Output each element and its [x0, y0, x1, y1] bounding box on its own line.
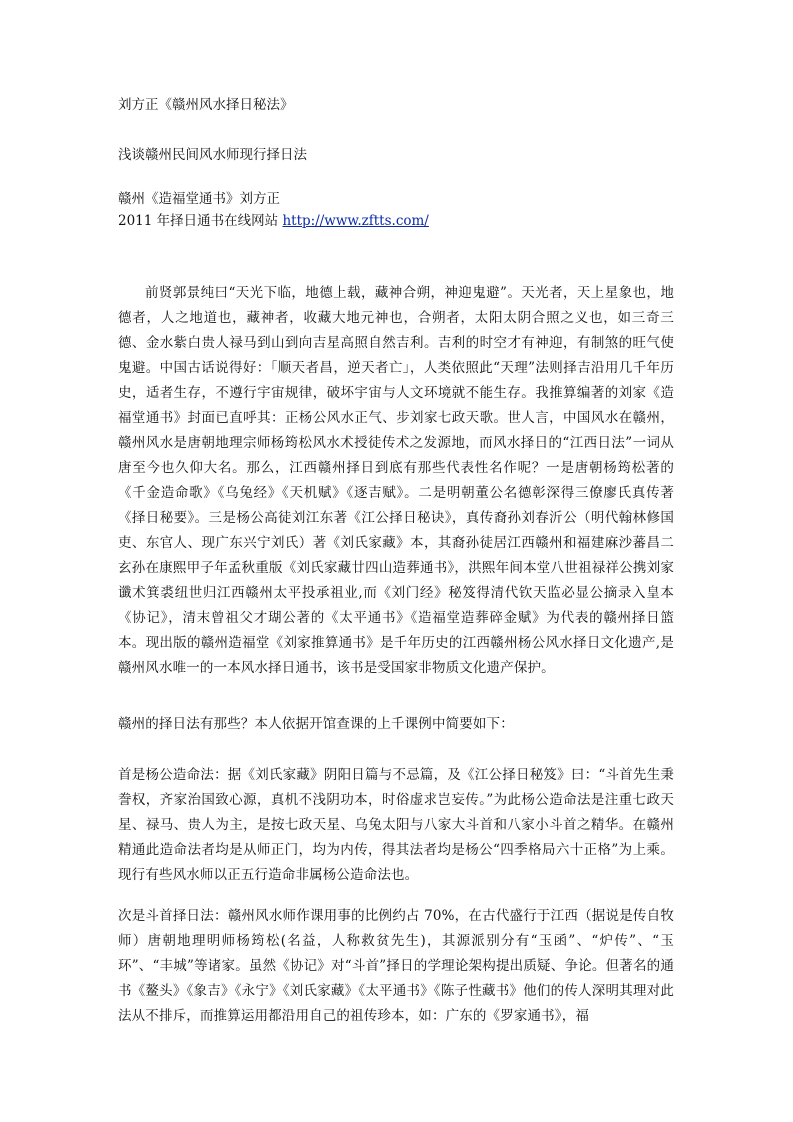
paragraph-doushou-method: 次是斗首择日法：赣州风水师作课用事的比例约占 70%，在古代盛行于江西（据说是传自牧师）唐朝地理明师杨筠松(名益，人称救贫先生)，其源派别分有“玉函”、“炉传”、“玉环”、“丰城”等诸家。虽然《协记》对“斗首”择日的学理论架构提出质疑、争论。但著名的通书《鳌头》《象吉》《永宁》《刘氏家藏》《太平通书》《陈子性藏书》他们的传人深明其理对此法从不排斥，而推算运用都沿用自己的祖传珍本，如：广东的《罗家通书》，福	[118, 908, 674, 1024]
document-subtitle: 浅谈赣州民间风水师现行择日法	[118, 147, 307, 163]
document-title: 刘方正《赣州风水择日秘法》	[118, 97, 294, 113]
paragraph-intro: 前贤郭景纯曰“天光下临，地德上载，藏神合朔，神迎鬼避”。天光者，天上星象也，地德者，人之地道也，藏神者，收藏大地元神也，合朔者，太阳太阴合照之义也，如三奇三德、金水紫白贵人禄马到山到向吉星高照自然吉利。吉利的时空才有神迎，有制煞的旺气使鬼避。中国古话说得好：「顺天者昌，逆天者亡」，人类依照此“天理”法则择吉沿用几千年历史，适者生存，不遵行宇宙规律，破坏宇宙与人文环境就不能生存。我推算编著的刘家《造福堂通书》封面已直呼其：正杨公风水正气、步刘家七政天歌。世人言，中国风水在赣州，赣州风水是唐朝地理宗师杨筠松风水术授徒传术之发源地，而风水择日的“江西日法”一词从唐至今也久仰大名。那么，江西赣州择日到底有那些代表性名作呢？一是唐朝杨筠松著的《千金造命歌》《乌兔经》《天机赋》《逐吉赋》。二是明朝董公名德彰深得三僚廖氏真传著《择日秘要》。三是杨公高徒刘江东著《江公择日秘诀》，真传裔孙刘春沂公（明代翰林修国吏、东官人、现广东兴宁刘氏）著《刘氏家藏》本，其裔孙徒居江西赣州和福建麻沙蕃昌二玄孙在康熙甲子年孟秋重版《刘氏家藏廿四山造葬通书》，洪熙年间本堂八世祖禄祥公携刘家谶术箕裘纽世归江西赣州太平投承祖业,而《刘门经》秘笈得清代钦天监必显公摘录入皇本《协记》，清末曾祖父才瑚公著的《太平通书》《造福堂造葬碎金赋》为代表的赣州择日篮本。现出版的赣州造福堂《刘家推算通书》是千年历史的江西赣州杨公风水择日文化遗产,是赣州风水唯一的一本风水择日通书，该书是受国家非物质文化遗产保护。	[118, 285, 674, 676]
paragraph-yanggong-method: 首是杨公造命法：据《刘氏家藏》阴阳日篇与不忌篇，及《江公择日秘笈》曰：“斗首先生秉誊权，齐家治国致心源，真机不浅阴功本，时俗虚求岂妄传。”为此杨公造命法是注重七政天星、禄马、贵人为主，是按七政天星、乌兔太阳与八家大斗首和八家小斗首之精华。在赣州精通此造命法者均是从师正门，均为内传，得其法者均是杨公“四季格局六十正格”为上乘。现行有些风水师以正五行造命非属杨公造命法也。	[118, 767, 674, 883]
paragraph-methods-intro: 赣州的择日法有那些？本人依据开馆查课的上千课例中简要如下：	[118, 716, 514, 732]
author-line: 赣州《造福堂通书》刘方正	[118, 191, 280, 207]
website-line	[118, 212, 429, 230]
website-label: 2011 年择日通书在线网站	[118, 213, 283, 229]
website-link[interactable]: http://www.zftts.com/	[282, 213, 429, 229]
